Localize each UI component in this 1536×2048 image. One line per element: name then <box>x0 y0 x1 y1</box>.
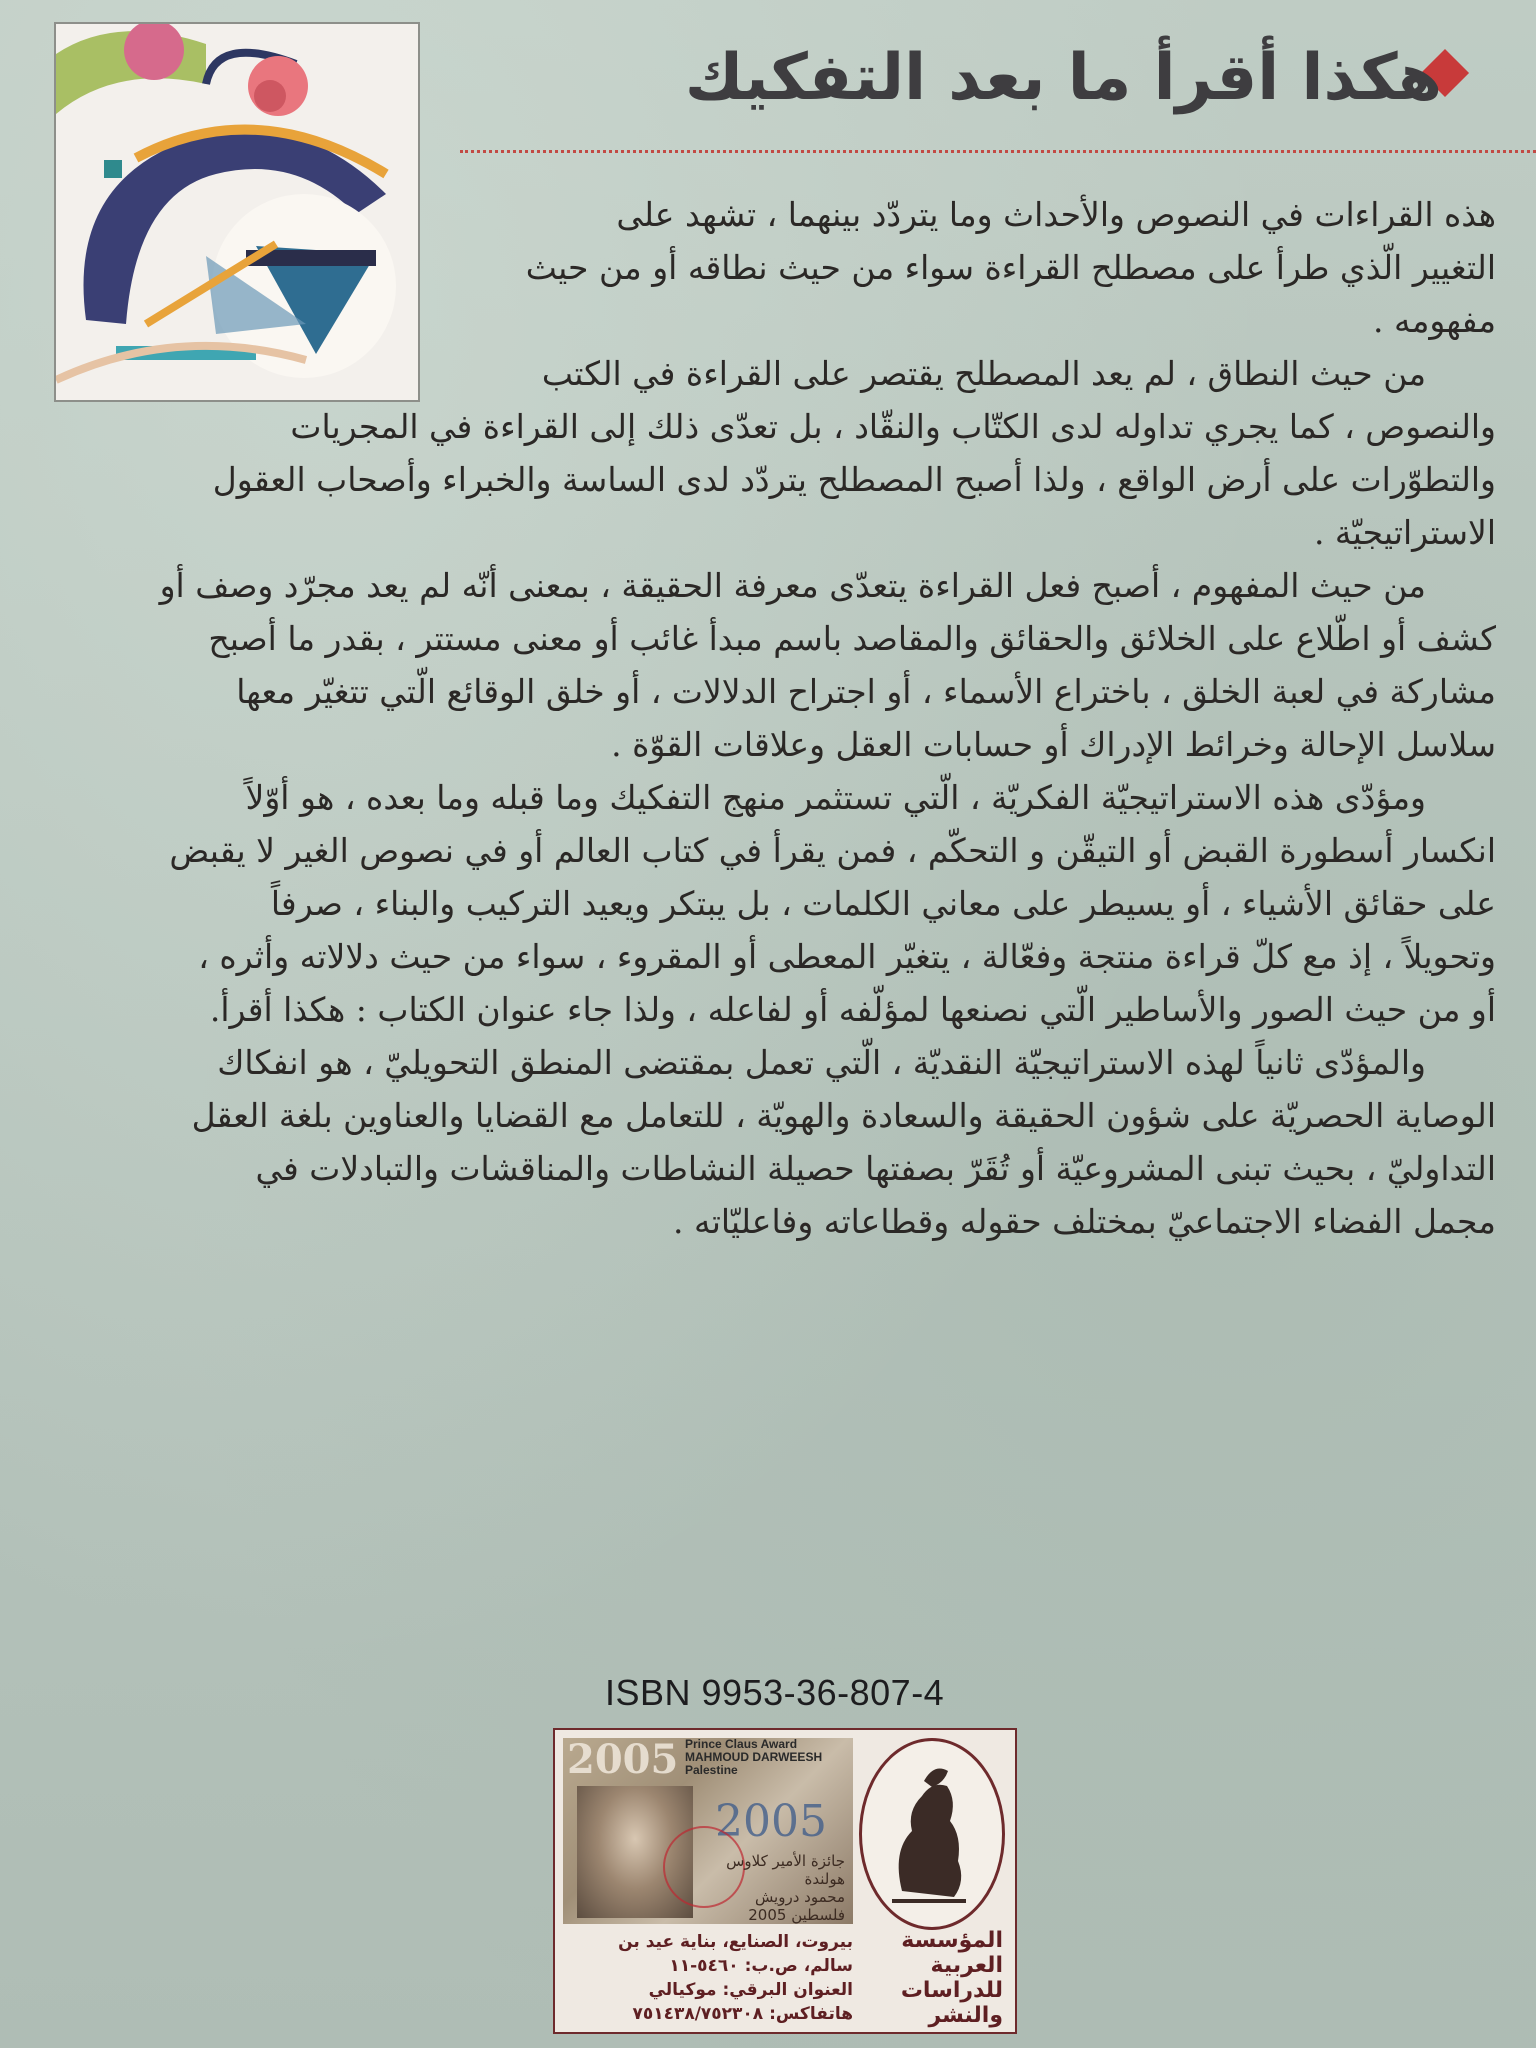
publisher-address <box>563 1930 853 2026</box>
text-line: ومؤدّى هذه الاستراتيجيّة الفكريّة ، الّتي تستثمر منهج التفكيك وما قبله وما بعده ، هو أوّلاً <box>245 778 1426 817</box>
award-caption-arabic <box>705 1852 845 1924</box>
page-title: هكذا أقرأ ما بعد التفكيك <box>684 41 1442 115</box>
text-line: هذه القراءات في النصوص والأحداث وما يتردّد بينهما ، تشهد على <box>616 195 1496 234</box>
text-line: التغيير الّذي طرأ على مصطلح القراءة سواء من حيث نطاقه أو من حيث <box>525 248 1496 287</box>
publisher-name: المؤسسة العربية للدراسات والنشر <box>900 1928 1003 2028</box>
paragraph-4 <box>28 771 1496 1036</box>
text-line: الاستراتيجيّة . <box>1313 513 1496 552</box>
paragraph-1 <box>28 188 1496 347</box>
paragraph-5 <box>28 1036 1496 1248</box>
text-line: التداوليّ ، بحيث تبنى المشروعيّة أو تُقَرّ بصفتها حصيلة النشاطات والمناقشات والتبادلات في <box>255 1149 1496 1188</box>
award-year-watermark: 2005 <box>715 1796 827 1847</box>
paragraph-2-start <box>28 347 1496 400</box>
text-line: كشف أو اطّلاع على الخلائق والحقائق والمقاصد باسم مبدأ غائب أو معنى مستتر ، بقدر ما أصبح <box>208 619 1496 658</box>
award-caption-arabic-text: جائزة الأمير كلاوس هولندة محمود درويش فلسطين 2005 <box>726 1852 845 1924</box>
paragraph-3 <box>28 559 1496 771</box>
text-line: والنصوص ، كما يجري تداوله لدى الكتّاب والنقّاد ، بل تعدّى ذلك إلى القراءة في المجريات <box>290 407 1496 446</box>
text-line: من حيث المفهوم ، أصبح فعل القراءة يتعدّى معرفة الحقيقة ، بمعنى أنّه لم يعد مجرّد وصف أو <box>159 566 1426 605</box>
text-line: والتطوّرات على أرض الواقع ، ولذا أصبح المصطلح يتردّد لدى الساسة والخبراء وأصحاب العقول <box>212 460 1496 499</box>
text-line: على حقائق الأشياء ، أو يسيطر على معاني الكلمات ، بل يبتكر ويعيد التركيب والبناء ، صرفاً <box>270 884 1496 923</box>
text-line: مشاركة في لعبة الخلق ، باختراع الأسماء ، أو اجتراح الدلالات ، أو خلق الوقائع الّتي تتغيّر معها <box>236 672 1496 711</box>
publisher-sticker <box>553 1728 1017 2034</box>
award-caption <box>685 1738 822 1777</box>
text-line: مفهومه . <box>1373 301 1496 340</box>
horseman-logo-icon <box>862 1741 996 1921</box>
text-line: سلاسل الإحالة وخرائط الإدراك أو حسابات العقل وعلاقات القوّة . <box>611 725 1496 764</box>
award-year: 2005 <box>567 1736 679 1783</box>
text-line: الوصاية الحصريّة على شؤون الحقيقة والسعادة والهويّة ، للتعامل مع القضايا والعناوين بلغة العقل <box>191 1096 1496 1135</box>
text-line: أو من حيث الصور والأساطير الّتي نصنعها لمؤلّفه أو لفاعله ، ولذا جاء عنوان الكتاب : هكذا أقرأ. <box>209 990 1496 1029</box>
publisher-logo-icon <box>859 1738 1005 1930</box>
text-line: انكسار أسطورة القبض أو التيقّن و التحكّم ، فمن يقرأ في كتاب العالم أو في نصوص الغير لا يقبض <box>169 831 1496 870</box>
title-divider <box>460 150 1536 153</box>
award-caption-text: Prince Claus Award MAHMOUD DARWEESH Palestine <box>685 1737 823 1777</box>
text-line: من حيث النطاق ، لم يعد المصطلح يقتصر على القراءة في الكتب <box>541 354 1426 393</box>
paragraph-2 <box>28 400 1496 559</box>
text-line: والمؤدّى ثانياً لهذه الاستراتيجيّة النقديّة ، الّتي تعمل بمقتضى المنطق التحويليّ ، هو انفكاك <box>217 1043 1426 1082</box>
text-line: مجمل الفضاء الاجتماعيّ بمختلف حقوله وقطاعاته وفاعليّاته . <box>673 1202 1496 1241</box>
publisher-address-text: بيروت، الصنايع، بناية عيد بن سالم، ص.ب: ٥٤٦٠-١١ العنوان البرقي: موكيالي هاتفاكس: ٧٥١٤٣٨/٧٥٢٣٠٨ <box>618 1932 853 2024</box>
isbn-label: ISBN 9953-36-807-4 <box>605 1672 945 1713</box>
blurb-text <box>28 188 1496 1248</box>
text-line: وتحويلاً ، إذ مع كلّ قراءة منتجة وفعّالة ، يتغيّر المعطى أو المقروء ، سواء من حيث دلالاته وأثره ، <box>198 937 1496 976</box>
